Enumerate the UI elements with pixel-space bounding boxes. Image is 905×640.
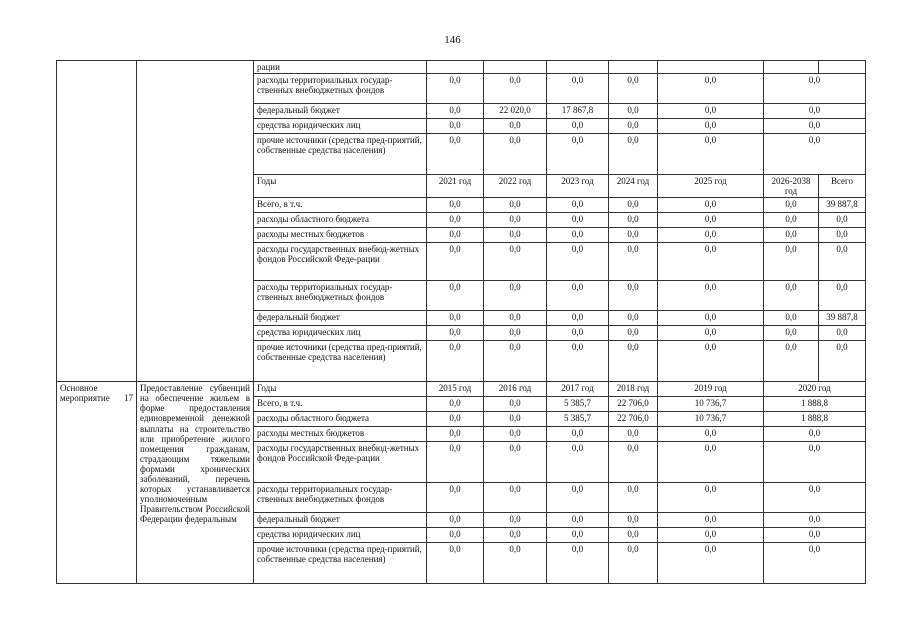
value-cell: 0,0 (547, 281, 609, 311)
value-cell: 0,0 (547, 528, 609, 543)
value-cell: 0,0 (658, 228, 764, 243)
value-cell: 0,0 (609, 513, 658, 528)
value-cell: 0,0 (484, 119, 547, 134)
row-label: расходы территориальных государ-ственных внебюджетных фондов (254, 281, 427, 311)
year-header-row (57, 382, 866, 397)
value-cell: 0,0 (427, 119, 484, 134)
value-cell: 0,0 (547, 427, 609, 442)
value-cell: 0,0 (658, 134, 764, 175)
value-cell: 1 888,8 (764, 397, 866, 412)
empty-cell (658, 61, 764, 74)
empty-cell (609, 61, 658, 74)
row-label: расходы государственных внебюд-жетных фондов Российской Феде-рации (254, 442, 427, 483)
value-cell: 0,0 (427, 427, 484, 442)
value-cell: 0,0 (764, 104, 866, 119)
year-header-cell: 2021 год (427, 175, 484, 198)
value-cell: 0,0 (547, 134, 609, 175)
value-cell: 0,0 (484, 74, 547, 104)
value-cell: 0,0 (484, 311, 547, 326)
value-cell: 0,0 (764, 213, 819, 228)
value-cell: 0,0 (658, 326, 764, 341)
row-label: федеральный бюджет (254, 104, 427, 119)
row-label: расходы территориальных государ-ственных внебюджетных фондов (254, 483, 427, 513)
value-cell: 17 867,8 (547, 104, 609, 119)
value-cell: 0,0 (764, 341, 819, 382)
value-cell: 0,0 (484, 483, 547, 513)
value-cell: 0,0 (484, 513, 547, 528)
value-cell: 0,0 (547, 74, 609, 104)
value-cell: 0,0 (609, 119, 658, 134)
value-cell: 0,0 (764, 326, 819, 341)
value-cell: 0,0 (658, 311, 764, 326)
value-cell: 0,0 (484, 543, 547, 584)
value-cell: 0,0 (609, 104, 658, 119)
value-cell: 0,0 (427, 442, 484, 483)
value-cell: 0,0 (547, 213, 609, 228)
value-cell: 0,0 (819, 213, 866, 228)
value-cell: 0,0 (609, 341, 658, 382)
row-label: расходы областного бюджета (254, 412, 427, 427)
row-label: прочие источники (средства пред-приятий, собственные средства населения) (254, 543, 427, 584)
row-label: прочие источники (средства пред-приятий, собственные средства населения) (254, 134, 427, 175)
value-cell: 0,0 (609, 326, 658, 341)
row-label: федеральный бюджет (254, 513, 427, 528)
value-cell: 0,0 (764, 543, 866, 584)
value-cell: 10 736,7 (658, 397, 764, 412)
row-label: расходы местных бюджетов (254, 228, 427, 243)
value-cell: 0,0 (658, 74, 764, 104)
value-cell: 0,0 (819, 243, 866, 281)
value-cell: 0,0 (658, 243, 764, 281)
value-cell: 0,0 (609, 442, 658, 483)
value-cell: 0,0 (609, 134, 658, 175)
value-cell: 5 385,7 (547, 412, 609, 427)
year-header-cell: 2018 год (609, 382, 658, 397)
value-cell: 0,0 (609, 281, 658, 311)
table-row (57, 61, 866, 74)
section-a-body (57, 61, 866, 382)
value-cell: 0,0 (427, 243, 484, 281)
section-b-body (57, 382, 866, 584)
funding-table (56, 60, 866, 584)
value-cell: 0,0 (547, 442, 609, 483)
value-cell: 0,0 (547, 326, 609, 341)
value-cell: 0,0 (484, 427, 547, 442)
value-cell: 0,0 (764, 311, 819, 326)
value-cell: 0,0 (764, 528, 866, 543)
row-label: федеральный бюджет (254, 311, 427, 326)
value-cell: 0,0 (484, 213, 547, 228)
row-label: расходы государственных внебюд-жетных фондов Российской Феде-рации (254, 243, 427, 281)
value-cell: 0,0 (609, 311, 658, 326)
empty-cell (764, 61, 819, 74)
value-cell: 0,0 (484, 198, 547, 213)
year-header-cell: 2022 год (484, 175, 547, 198)
value-cell: 39 887,8 (819, 311, 866, 326)
value-cell: 0,0 (427, 397, 484, 412)
value-cell: 22 706,0 (609, 397, 658, 412)
empty-cell (547, 61, 609, 74)
value-cell: 0,0 (658, 198, 764, 213)
value-cell: 0,0 (484, 243, 547, 281)
value-cell: 0,0 (658, 483, 764, 513)
value-cell: 0,0 (658, 213, 764, 228)
value-cell: 0,0 (609, 243, 658, 281)
value-cell: 0,0 (484, 528, 547, 543)
value-cell: 0,0 (609, 543, 658, 584)
value-cell: 0,0 (427, 311, 484, 326)
value-cell: 0,0 (609, 213, 658, 228)
value-cell: 0,0 (484, 326, 547, 341)
years-label: Годы (254, 175, 427, 198)
value-cell: 0,0 (609, 74, 658, 104)
value-cell: 0,0 (427, 74, 484, 104)
value-cell: 0,0 (547, 311, 609, 326)
row-label: средства юридических лиц (254, 528, 427, 543)
value-cell: 0,0 (427, 483, 484, 513)
empty-cell (427, 61, 484, 74)
value-cell: 0,0 (427, 412, 484, 427)
value-cell: 0,0 (547, 483, 609, 513)
value-cell: 0,0 (427, 528, 484, 543)
section-a-measure-cell (57, 61, 137, 382)
row-label: расходы местных бюджетов (254, 427, 427, 442)
year-header-cell: 2024 год (609, 175, 658, 198)
value-cell: 39 887,8 (819, 198, 866, 213)
value-cell: 0,0 (819, 228, 866, 243)
value-cell: 0,0 (658, 104, 764, 119)
value-cell: 10 736,7 (658, 412, 764, 427)
value-cell: 0,0 (764, 442, 866, 483)
year-header-cell: Всего (819, 175, 866, 198)
year-header-cell: 2019 год (658, 382, 764, 397)
value-cell: 5 385,7 (547, 397, 609, 412)
row-label: Всего, в т.ч. (254, 397, 427, 412)
row-label: прочие источники (средства пред-приятий, собственные средства населения) (254, 341, 427, 382)
year-header-cell: 2020 год (764, 382, 866, 397)
value-cell: 0,0 (427, 213, 484, 228)
value-cell: 0,0 (658, 543, 764, 584)
section-a-description-cell (137, 61, 254, 382)
year-header-cell: 2017 год (547, 382, 609, 397)
year-header-cell: 2025 год (658, 175, 764, 198)
value-cell: 0,0 (427, 341, 484, 382)
value-cell: 0,0 (484, 397, 547, 412)
value-cell: 0,0 (427, 326, 484, 341)
value-cell: 0,0 (484, 442, 547, 483)
value-cell: 0,0 (764, 483, 866, 513)
value-cell: 0,0 (547, 243, 609, 281)
value-cell: 0,0 (547, 341, 609, 382)
value-cell: 0,0 (764, 281, 819, 311)
year-header-cell: 2026-2038 год (764, 175, 819, 198)
value-cell: 0,0 (764, 243, 819, 281)
value-cell: 0,0 (547, 543, 609, 584)
value-cell: 0,0 (427, 198, 484, 213)
value-cell: 0,0 (764, 198, 819, 213)
value-cell: 0,0 (547, 228, 609, 243)
empty-cell (819, 61, 866, 74)
value-cell: 0,0 (547, 198, 609, 213)
value-cell: 0,0 (658, 513, 764, 528)
value-cell: 0,0 (658, 528, 764, 543)
value-cell: 0,0 (609, 228, 658, 243)
row-label: средства юридических лиц (254, 326, 427, 341)
years-label: Годы (254, 382, 427, 397)
value-cell: 0,0 (819, 341, 866, 382)
empty-cell (484, 61, 547, 74)
value-cell: 0,0 (547, 119, 609, 134)
value-cell: 0,0 (658, 341, 764, 382)
value-cell: 0,0 (764, 427, 866, 442)
value-cell: 0,0 (609, 427, 658, 442)
value-cell: 0,0 (658, 119, 764, 134)
value-cell: 0,0 (658, 442, 764, 483)
year-header-cell: 2015 год (427, 382, 484, 397)
value-cell: 22 020,0 (484, 104, 547, 119)
value-cell: 0,0 (764, 513, 866, 528)
value-cell: 0,0 (547, 513, 609, 528)
value-cell: 22 706,0 (609, 412, 658, 427)
value-cell: 0,0 (819, 326, 866, 341)
row-label: рации (254, 61, 427, 74)
value-cell: 0,0 (427, 281, 484, 311)
measure-name: Основное мероприятие 17 (57, 382, 137, 584)
value-cell: 0,0 (764, 134, 866, 175)
value-cell: 0,0 (658, 281, 764, 311)
value-cell: 0,0 (427, 134, 484, 175)
value-cell: 0,0 (427, 228, 484, 243)
year-header-cell: 2023 год (547, 175, 609, 198)
value-cell: 0,0 (484, 412, 547, 427)
value-cell: 0,0 (609, 528, 658, 543)
row-label: средства юридических лиц (254, 119, 427, 134)
value-cell: 0,0 (609, 483, 658, 513)
page-number: 146 (444, 34, 461, 46)
row-label: расходы территориальных государ-ственных внебюджетных фондов (254, 74, 427, 104)
value-cell: 0,0 (484, 281, 547, 311)
value-cell: 0,0 (609, 198, 658, 213)
measure-description: Предоставление субвенций на обеспечение жильем в форме предоставления единовременной денежной выплаты на строительство или приобретение жилого помещения гражданам, страдающим тяжелыми формами хронических заболеваний, перечень которых устанавливается уполномоченным Правительством Российской Федерации федеральным (137, 382, 254, 584)
row-label: расходы областного бюджета (254, 213, 427, 228)
value-cell: 0,0 (427, 543, 484, 584)
value-cell: 0,0 (658, 427, 764, 442)
value-cell: 0,0 (484, 341, 547, 382)
value-cell: 0,0 (427, 513, 484, 528)
year-header-cell: 2016 год (484, 382, 547, 397)
value-cell: 0,0 (764, 74, 866, 104)
row-label: Всего, в т.ч. (254, 198, 427, 213)
value-cell: 0,0 (819, 281, 866, 311)
value-cell: 0,0 (427, 104, 484, 119)
value-cell: 0,0 (484, 134, 547, 175)
value-cell: 0,0 (484, 228, 547, 243)
value-cell: 0,0 (764, 119, 866, 134)
value-cell: 1 888,8 (764, 412, 866, 427)
value-cell: 0,0 (764, 228, 819, 243)
